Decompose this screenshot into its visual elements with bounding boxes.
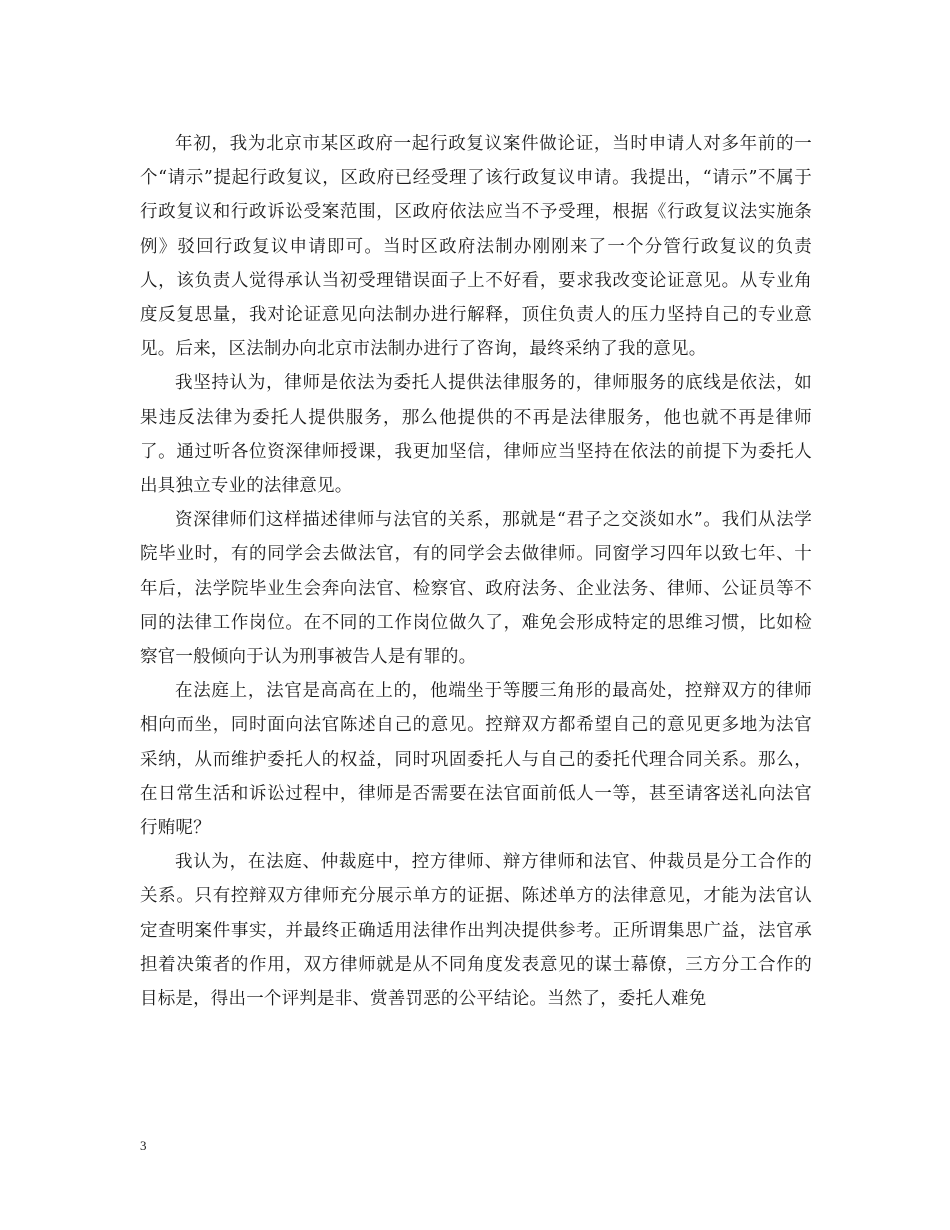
document-body bbox=[140, 127, 812, 1016]
paragraph: 我坚持认为，律师是依法为委托人提供法律服务的，律师服务的底线是依法，如果违反法律为委托人提供服务，那么他提供的不再是法律服务，他也就不再是律师了。通过听各位资深律师授课，我更加坚信，律师应当坚持在依法的前提下为委托人出具独立专业的法律意见。 bbox=[140, 373, 812, 497]
paragraph: 我认为，在法庭、仲裁庭中，控方律师、辩方律师和法官、仲裁员是分工合作的关系。只有控辩双方律师充分展示单方的证据、陈述单方的法律意见，才能为法官认定查明案件事实，并最终正确适用法律作出判决提供参考。正所谓集思广益，法官承担着决策者的作用，双方律师就是从不同角度发表意见的谋士幕僚，三方分工合作的目标是，得出一个评判是非、赏善罚恶的公平结论。当然了，委托人难免 bbox=[140, 852, 812, 1010]
paragraph: 在法庭上，法官是高高在上的，他端坐于等腰三角形的最高处，控辩双方的律师相向而坐，同时面向法官陈述自己的意见。控辩双方都希望自己的意见更多地为法官采纳，从而维护委托人的权益，同时巩固委托人与自己的委托代理合同关系。那么，在日常生活和诉讼过程中，律师是否需要在法官面前低人一等，甚至请客送礼向法官行贿呢？ bbox=[140, 681, 812, 839]
paragraph: 资深律师们这样描述律师与法官的关系，那就是“君子之交淡如水”。我们从法学院毕业时，有的同学会去做法官，有的同学会去做律师。同窗学习四年以致七年、十年后，法学院毕业生会奔向法官、检察官、政府法务、企业法务、律师、公证员等不同的法律工作岗位。在不同的工作岗位做久了，难免会形成特定的思维习惯，比如检察官一般倾向于认为刑事被告人是有罪的。 bbox=[140, 510, 812, 668]
page-number: 3 bbox=[140, 1138, 147, 1153]
paragraph: 年初，我为北京市某区政府一起行政复议案件做论证，当时申请人对多年前的一个“请示”提起行政复议，区政府已经受理了该行政复议申请。我提出，“请示”不属于行政复议和行政诉讼受案范围，区政府依法应当不予受理，根据《行政复议法实施条例》驳回行政复议申请即可。当时区政府法制办刚刚来了一个分管行政复议的负责人，该负责人觉得承认当初受理错误面子上不好看，要求我改变论证意见。从专业角度反复思量，我对论证意见向法制办进行解释，顶住负责人的压力坚持自己的专业意见。后来，区法制办向北京市法制办进行了咨询，最终采纳了我的意见。 bbox=[140, 134, 812, 360]
